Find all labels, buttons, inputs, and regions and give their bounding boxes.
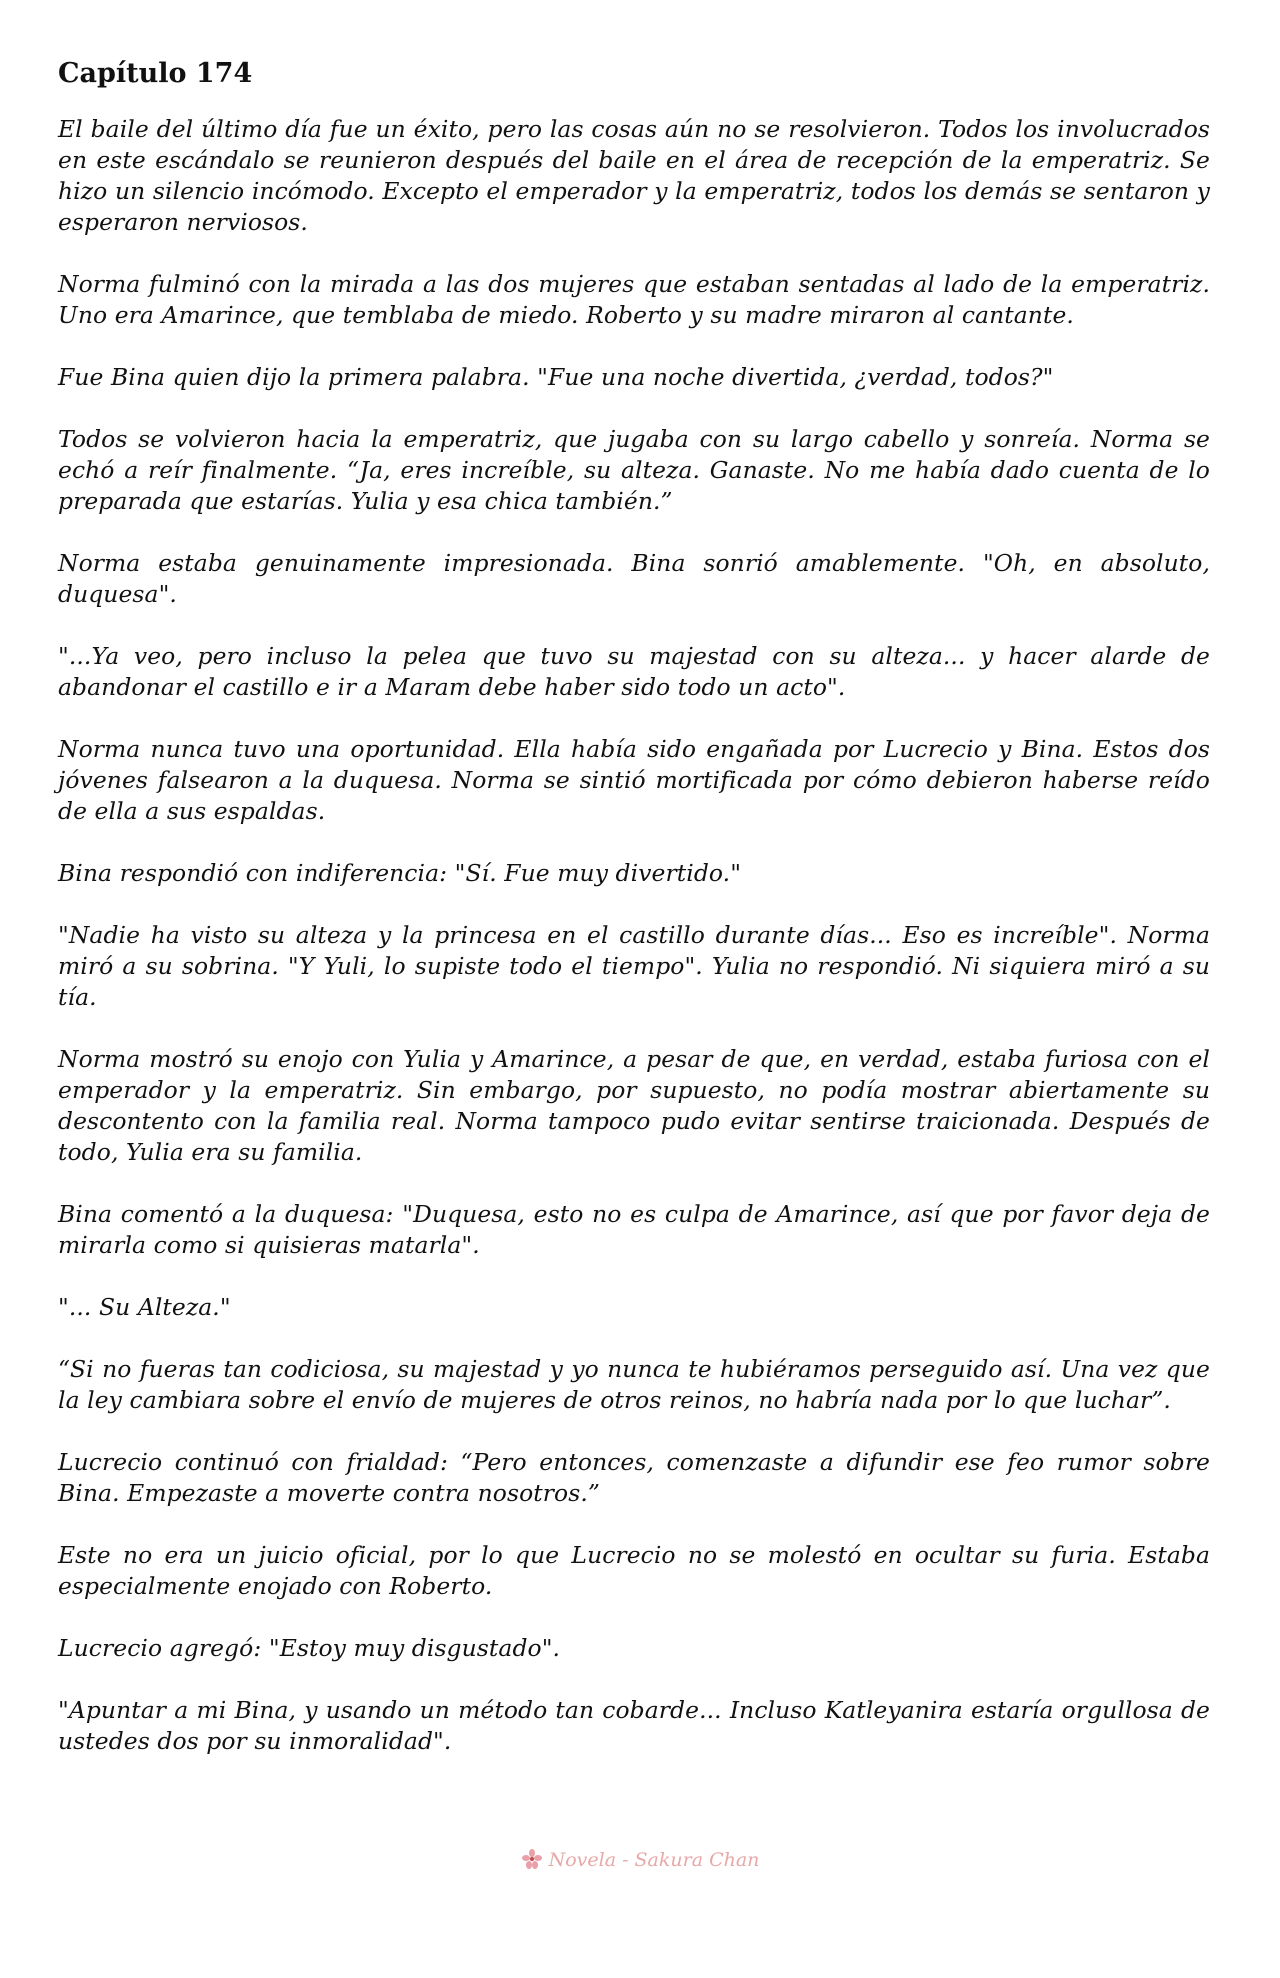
paragraph: "Nadie ha visto su alteza y la princesa en el castillo durante días... Eso es increíble". Norma miró a su sobrina. "Y Yuli, lo supiste todo el tiempo". Yulia no respondió. Ni siquiera miró a su tía. [58,921,1210,1011]
paragraph: "Apuntar a mi Bina, y usando un método tan cobarde... Incluso Katleyanira estaría orgullosa de ustedes dos por su inmoralidad". [58,1696,1210,1755]
paragraph: Este no era un juicio oficial, por lo que Lucrecio no se molestó en ocultar su furia. Estaba especialmente enojado con Roberto. [58,1541,1210,1600]
paragraph: "... Su Alteza." [58,1293,231,1321]
watermark [0,1848,1280,1871]
paragraph: Norma fulminó con la mirada a las dos mujeres que estaban sentadas al lado de la emperatriz. Uno era Amarince, que temblaba de miedo. Roberto y su madre miraron al cantante. [58,270,1210,329]
paragraph: Lucrecio continuó con frialdad: “Pero entonces, comenzaste a difundir ese feo rumor sobre Bina. Empezaste a moverte contra nosotros.” [58,1448,1210,1507]
paragraph: El baile del último día fue un éxito, pero las cosas aún no se resolvieron. Todos los involucrados en este escándalo se reunieron después del baile en el área de recepción de la emperatriz. Se hizo un silencio incómodo. Excepto el emperador y la emperatriz, todos los demás se sentaron y esperaron nerviosos. [58,115,1210,236]
chapter-title: Capítulo 174 [58,58,253,89]
paragraph: Norma estaba genuinamente impresionada. Bina sonrió amablemente. "Oh, en absoluto, duquesa". [58,549,1210,608]
paragraph: Norma nunca tuvo una oportunidad. Ella había sido engañada por Lucrecio y Bina. Estos dos jóvenes falsearon a la duquesa. Norma se sintió mortificada por cómo debieron haberse reído de ella a sus espaldas. [58,735,1210,825]
paragraph: Fue Bina quien dijo la primera palabra. "Fue una noche divertida, ¿verdad, todos?" [58,363,1054,391]
paragraph: “Si no fueras tan codiciosa, su majestad y yo nunca te hubiéramos perseguido así. Una vez que la ley cambiara sobre el envío de mujeres de otros reinos, no habría nada por lo que luchar”. [58,1355,1210,1414]
paragraph: Bina respondió con indiferencia: "Sí. Fue muy divertido." [58,859,742,887]
paragraph: Todos se volvieron hacia la emperatriz, que jugaba con su largo cabello y sonreía. Norma se echó a reír finalmente. “Ja, eres increíble, su alteza. Ganaste. No me había dado cuenta de lo preparada que estarías. Yulia y esa chica también.” [58,425,1210,515]
paragraph: Bina comentó a la duquesa: "Duquesa, esto no es culpa de Amarince, así que por favor deja de mirarla como si quisieras matarla". [58,1200,1210,1259]
document-page [58,56,1210,1788]
paragraph: Norma mostró su enojo con Yulia y Amarince, a pesar de que, en verdad, estaba furiosa con el emperador y la emperatriz. Sin embargo, por supuesto, no podía mostrar abiertamente su descontento con la familia real. Norma tampoco pudo evitar sentirse traicionada. Después de todo, Yulia era su familia. [58,1045,1210,1166]
paragraph: "...Ya veo, pero incluso la pelea que tuvo su majestad con su alteza... y hacer alarde de abandonar el castillo e ir a Maram debe haber sido todo un acto". [58,642,1210,701]
sakura-flower-icon [521,1848,543,1870]
paragraph: Lucrecio agregó: "Estoy muy disgustado". [58,1634,561,1662]
watermark-text: Novela - Sakura Chan [548,1849,760,1871]
